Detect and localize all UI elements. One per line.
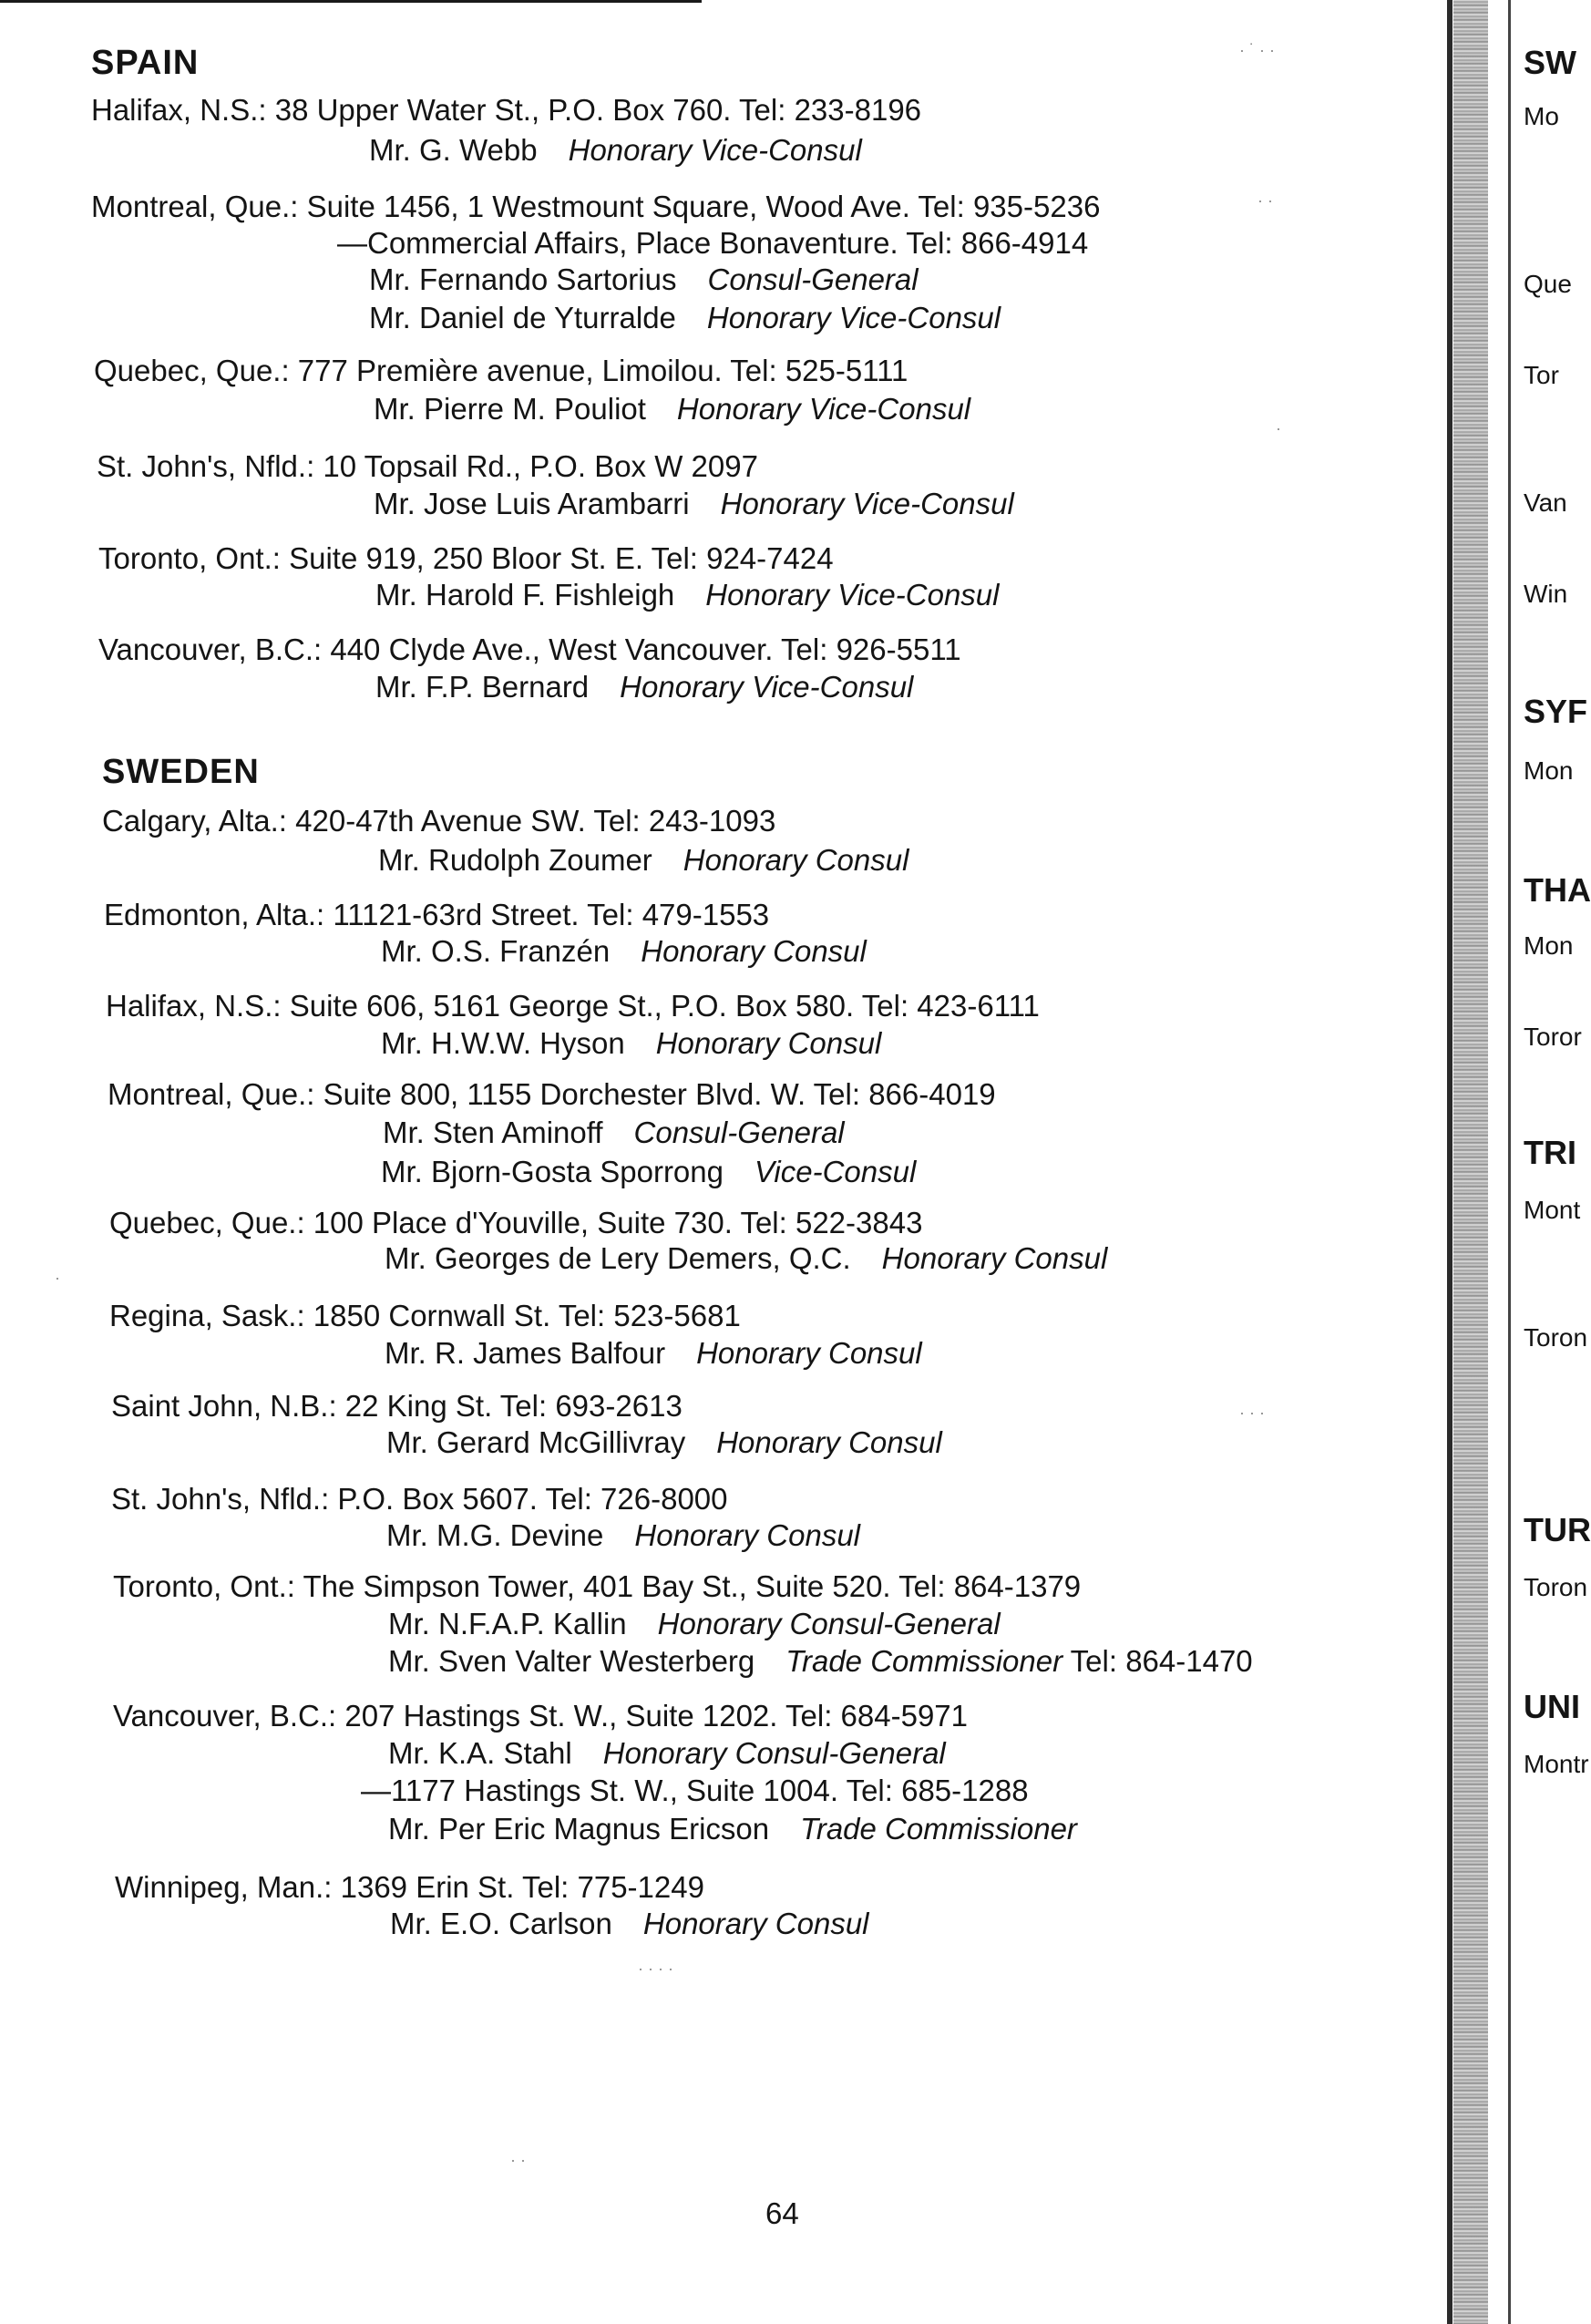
- person-name: Mr. Jose Luis Arambarri: [374, 487, 690, 520]
- fragment-text: Toron: [1524, 1573, 1588, 1601]
- fragment-text: Mo: [1524, 102, 1559, 130]
- fragment-heading: SYF: [1524, 693, 1588, 730]
- person-title: Honorary Consul: [634, 1518, 861, 1552]
- person-title: Honorary Vice-Consul: [705, 578, 1000, 612]
- person-title: Honorary Consul: [641, 934, 867, 968]
- entry-person: [388, 1607, 1001, 1641]
- person-title: Honorary Consul: [655, 1026, 882, 1060]
- fragment-text: Mont: [1524, 1196, 1581, 1224]
- entry-location: Vancouver, B.C.: 440 Clyde Ave., West Vancouver. Tel: 926-5511: [98, 632, 961, 666]
- scan-speck: ·: [55, 1269, 60, 1287]
- person-title: Honorary Vice-Consul: [676, 392, 971, 426]
- fragment-text: Toron: [1524, 1323, 1588, 1352]
- person-name: Mr. Sten Aminoff: [383, 1116, 603, 1149]
- person-title: Honorary Consul-General: [602, 1736, 946, 1770]
- entry-location: Winnipeg, Man.: 1369 Erin St. Tel: 775-1249: [115, 1870, 704, 1904]
- person-name: Mr. N.F.A.P. Kallin: [388, 1607, 627, 1640]
- entry-location: Toronto, Ont.: The Simpson Tower, 401 Bay St., Suite 520. Tel: 864-1379: [113, 1569, 1082, 1603]
- person-title: Consul-General: [633, 1116, 845, 1149]
- scan-speck: · · ·: [1239, 1404, 1265, 1422]
- entry-person: [374, 392, 970, 427]
- fragment-text: Mon: [1524, 756, 1574, 785]
- person-title: Trade Commissioner: [800, 1812, 1077, 1846]
- scan-speck: ·: [1276, 419, 1281, 437]
- entry-location: Halifax, N.S.: Suite 606, 5161 George St., P.O. Box 580. Tel: 423-6111: [106, 989, 1040, 1023]
- person-name: Mr. Bjorn-Gosta Sporrong: [381, 1155, 724, 1188]
- person-name: Mr. H.W.W. Hyson: [381, 1026, 625, 1060]
- person-title: Honorary Consul: [881, 1241, 1108, 1275]
- person-title: Vice-Consul: [754, 1155, 917, 1188]
- person-name: Mr. F.P. Bernard: [375, 670, 590, 704]
- entry-location: Vancouver, B.C.: 207 Hastings St. W., Suite 1202. Tel: 684-5971: [113, 1699, 969, 1733]
- entry-person: [383, 1116, 845, 1150]
- fragment-text: Tor: [1524, 361, 1559, 389]
- entry-sub-address: —1177 Hastings St. W., Suite 1004. Tel: 685-1288: [361, 1774, 1029, 1807]
- entry-person: [390, 1907, 869, 1941]
- person-title: Honorary Vice-Consul: [706, 301, 1001, 334]
- person-name: Mr. E.O. Carlson: [390, 1907, 612, 1940]
- person-name: Mr. Fernando Sartorius: [369, 262, 677, 296]
- entry-location: Halifax, N.S.: 38 Upper Water St., P.O. Box 760. Tel: 233-8196: [91, 93, 922, 127]
- top-rule: [0, 0, 702, 3]
- person-title: Honorary Vice-Consul: [620, 670, 914, 704]
- entry-person: [386, 1425, 942, 1460]
- person-title: Consul-General: [707, 262, 919, 296]
- fragment-heading: TUR: [1524, 1511, 1591, 1548]
- person-name: Mr. Gerard McGillivray: [386, 1425, 686, 1459]
- person-title: Honorary Consul: [642, 1907, 869, 1940]
- entry-location: Montreal, Que.: Suite 800, 1155 Dorchester Blvd. W. Tel: 866-4019: [108, 1077, 996, 1111]
- person-title: Honorary Consul: [696, 1336, 922, 1370]
- entry-location: Quebec, Que.: 100 Place d'Youville, Suite 730. Tel: 522-3843: [109, 1206, 923, 1239]
- fragment-text: Toror: [1524, 1023, 1582, 1051]
- person-name: Mr. K.A. Stahl: [388, 1736, 572, 1770]
- person-title: Honorary Consul-General: [657, 1607, 1001, 1640]
- entry-location: Edmonton, Alta.: 11121-63rd Street. Tel: 479-1553: [104, 898, 770, 931]
- entry-location: Toronto, Ont.: Suite 919, 250 Bloor St. E. Tel: 924-7424: [98, 541, 834, 575]
- entry-person: [388, 1812, 1077, 1846]
- gutter-shadow: [1447, 0, 1452, 2324]
- person-name: Mr. R. James Balfour: [385, 1336, 666, 1370]
- entry-person: [369, 262, 919, 297]
- fragment-text: Que: [1524, 270, 1572, 298]
- person-name: Mr. Sven Valter Westerberg: [388, 1644, 755, 1678]
- entry-location: Quebec, Que.: 777 Première avenue, Limoilou. Tel: 525-5111: [94, 354, 908, 387]
- entry-person: [381, 1155, 916, 1189]
- person-title: Trade Commissioner: [785, 1644, 1063, 1678]
- person-title: Honorary Vice-Consul: [720, 487, 1014, 520]
- entry-location: St. John's, Nfld.: 10 Topsail Rd., P.O. Box W 2097: [97, 449, 758, 483]
- entry-person: [378, 843, 908, 878]
- person-name: Mr. G. Webb: [369, 133, 538, 167]
- entry-person: [388, 1644, 1253, 1679]
- entry-person: [375, 578, 999, 612]
- person-title: Honorary Consul: [716, 1425, 942, 1459]
- entry-location: Montreal, Que.: Suite 1456, 1 Westmount Square, Wood Ave. Tel: 935-5236: [91, 190, 1101, 223]
- fragment-text: Van: [1524, 488, 1567, 517]
- fragment-heading: UNI: [1524, 1688, 1580, 1725]
- person-extra-tel: Tel: 864-1470: [1062, 1644, 1253, 1678]
- fragment-text: Mon: [1524, 931, 1574, 960]
- entry-person: [388, 1736, 946, 1771]
- person-name: Mr. Rudolph Zoumer: [378, 843, 652, 877]
- entry-location: Calgary, Alta.: 420-47th Avenue SW. Tel: 243-1093: [102, 804, 776, 838]
- fragment-heading: TRI: [1524, 1134, 1576, 1171]
- entry-sub-address: —Commercial Affairs, Place Bonaventure. Tel: 866-4914: [337, 226, 1089, 260]
- person-title: Honorary Consul: [683, 843, 909, 877]
- entry-person: [381, 1026, 881, 1061]
- entry-location: Saint John, N.B.: 22 King St. Tel: 693-2613: [111, 1389, 683, 1423]
- person-name: Mr. Georges de Lery Demers, Q.C.: [385, 1241, 851, 1275]
- entry-person: [369, 133, 862, 168]
- page-number: 64: [765, 2196, 799, 2230]
- entry-person: [374, 487, 1014, 521]
- entry-person: [369, 301, 1001, 335]
- fragment-text: Montr: [1524, 1750, 1589, 1778]
- entry-person: [375, 670, 913, 704]
- person-name: Mr. Pierre M. Pouliot: [374, 392, 646, 426]
- fragment-heading: SW: [1524, 44, 1576, 81]
- person-name: Mr. O.S. Franzén: [381, 934, 611, 968]
- person-name: Mr. M.G. Devine: [386, 1518, 604, 1552]
- scan-speck: · ·: [510, 2151, 526, 2169]
- entry-location: Regina, Sask.: 1850 Cornwall St. Tel: 523-5681: [109, 1299, 741, 1332]
- fragment-heading: THA: [1524, 871, 1591, 909]
- person-name: Mr. Per Eric Magnus Ericson: [388, 1812, 770, 1846]
- entry-person: [385, 1336, 922, 1371]
- entry-location: St. John's, Nfld.: P.O. Box 5607. Tel: 726-8000: [111, 1482, 728, 1516]
- fragment-text: Win: [1524, 580, 1568, 608]
- entry-person: [385, 1241, 1107, 1276]
- entry-person: [386, 1518, 860, 1553]
- scan-speck: · ˙ · ·: [1239, 41, 1275, 59]
- scan-speck: · · · ·: [638, 1959, 673, 1978]
- person-title: Honorary Vice-Consul: [568, 133, 862, 167]
- entry-person: [381, 934, 867, 969]
- person-name: Mr. Harold F. Fishleigh: [375, 578, 675, 612]
- binding-gutter: [1453, 0, 1488, 2324]
- adjacent-page-fragment: [1511, 0, 1591, 2324]
- scan-speck: · ·: [1257, 191, 1273, 210]
- person-name: Mr. Daniel de Yturralde: [369, 301, 676, 334]
- section-heading-spain: SPAIN: [91, 44, 200, 82]
- section-heading-sweden: SWEDEN: [102, 753, 260, 791]
